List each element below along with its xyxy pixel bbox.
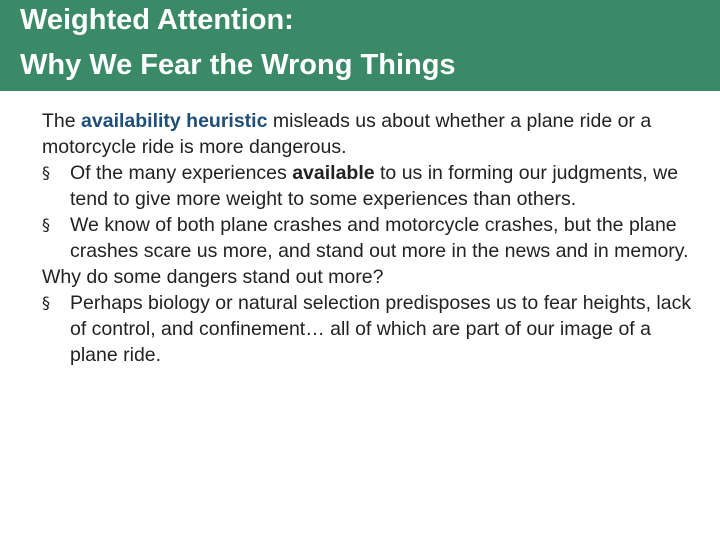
bullet-3-text: Perhaps biology or natural selection predisposes us to fear heights, lack of control, and confinement… all of which are part of our image of a plane ride. [70, 292, 692, 366]
title-bar [0, 0, 720, 91]
square-bullet-icon: § [42, 293, 50, 312]
square-bullet-icon: § [42, 163, 50, 182]
available-term: available [292, 162, 375, 184]
intro-text-start: The [42, 110, 82, 132]
bullet-2-text: We know of both plane crashes and motorcycle crashes, but the plane crashes scare us more, and stand out more in the news and in memory. [70, 214, 689, 262]
slide-title-line-1: Weighted Attention: [20, 4, 294, 36]
bullet-1-text-start: Of the many experiences [70, 162, 293, 184]
slide-title-line-2: Why We Fear the Wrong Things [20, 49, 456, 81]
bullet-item-crashes [42, 212, 692, 264]
availability-heuristic-term: availability heuristic [81, 110, 268, 132]
intro-paragraph [42, 108, 692, 160]
square-bullet-icon: § [42, 215, 50, 234]
bullet-1-text-end: to us in forming our judgments, we tend to give more weight to some experiences than others. [70, 162, 679, 210]
slide-body [42, 108, 692, 368]
intro-text-end: misleads us about whether a plane ride or a motorcycle ride is more dangerous. [42, 110, 652, 158]
bullet-item-biology [42, 290, 692, 368]
bullet-item-experiences [42, 160, 692, 212]
question-paragraph: Why do some dangers stand out more? [42, 266, 384, 288]
